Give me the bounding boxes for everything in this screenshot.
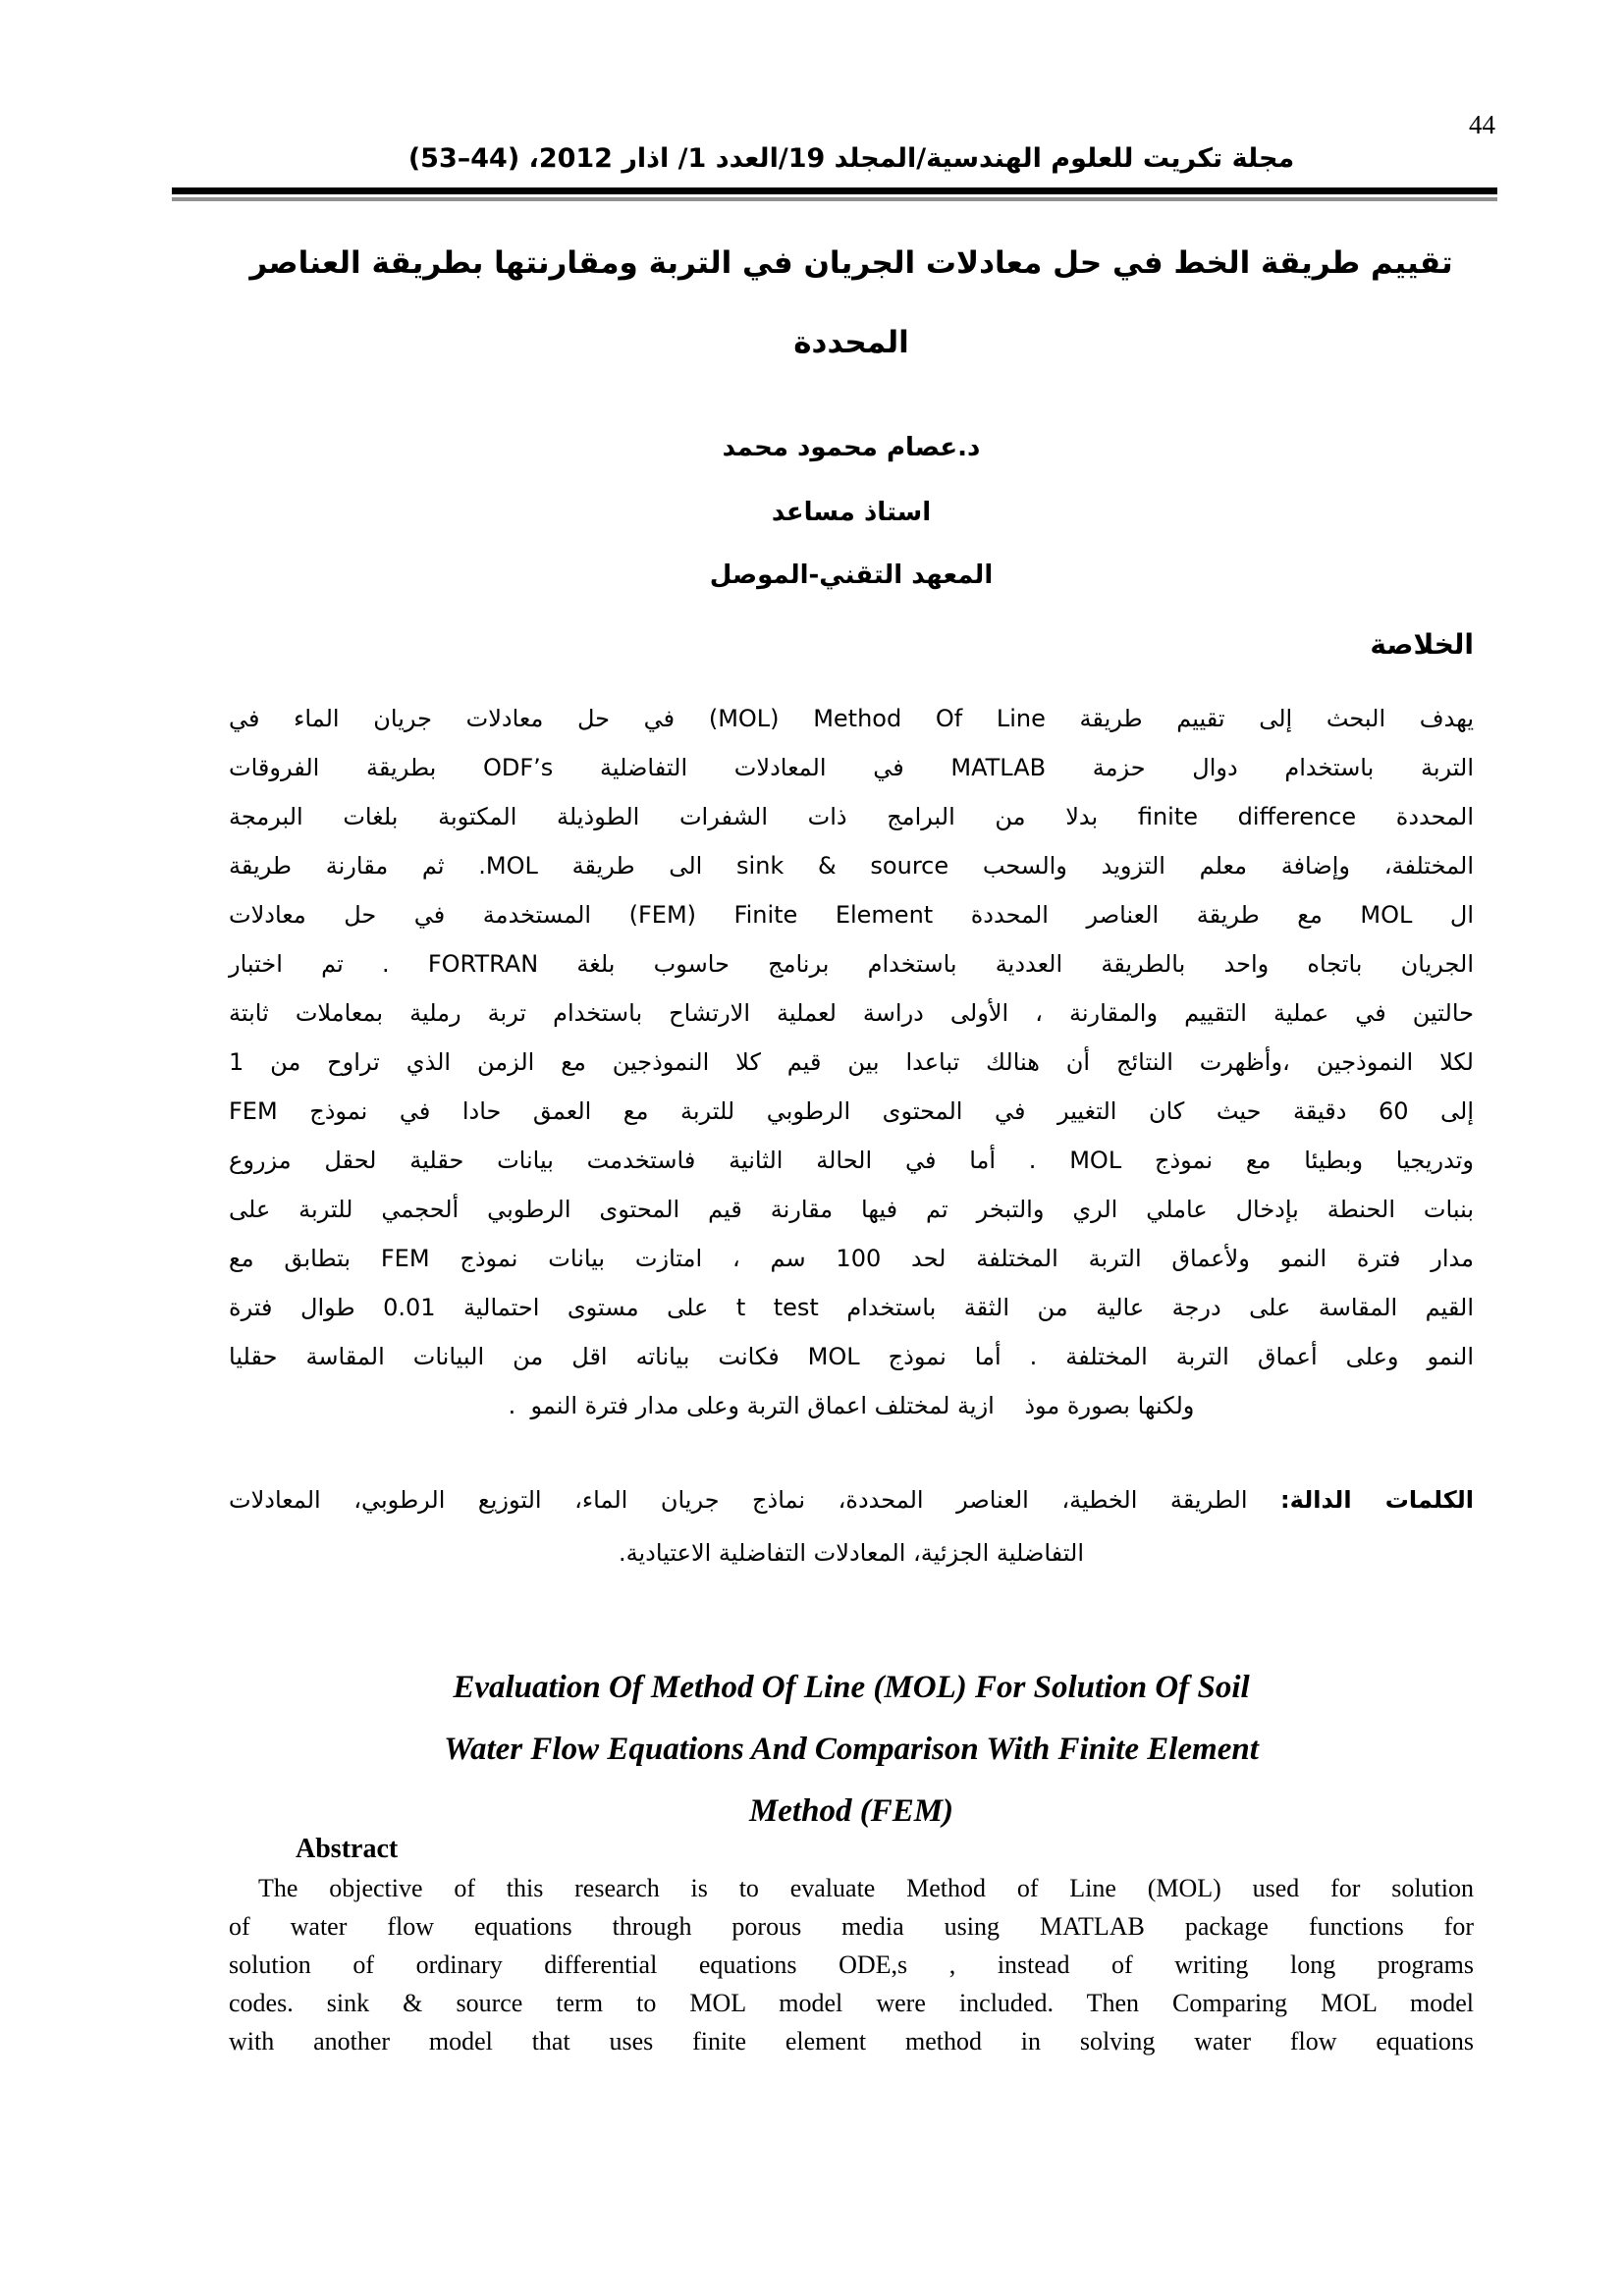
arabic-abstract-line: ولكنها بصورة موذ ازية لمختلف اعماق التربة وعلى مدار فترة النمو . xyxy=(508,1392,1195,1419)
header-rule-shadow xyxy=(172,197,1497,201)
journal-header: مجلة تكريت للعلوم الهندسية/المجلد 19/العدد 1/ اذار 2012، (44–53) xyxy=(407,143,1295,174)
arabic-abstract-line: القيم المقاسة على درجة عالية من الثقة باستخدام t test على مستوى احتمالية 0.01 طوال فترة xyxy=(229,1294,1474,1321)
english-abstract-line: The objective of this research is to evaluate Method of Line (MOL) used for solution xyxy=(258,1874,1474,1902)
arabic-abstract-line: يهدف البحث إلى تقييم طريقة ‎(MOL) Method Of Line في حل معادلات جريان الماء في xyxy=(229,705,1475,732)
english-abstract-line: with another model that uses finite element method in solving water flow equations xyxy=(229,2027,1474,2056)
keywords-text: الطريقة الخطية، العناصر المحددة، نماذج جريان الماء، التوزيع الرطوبي، المعادلات xyxy=(229,1486,1281,1514)
english-abstract-line: of water flow equations through porous media using MATLAB package functions for xyxy=(229,1912,1474,1941)
arabic-abstract-line: الجريان باتجاه واحد بالطريقة العددية باستخدام برنامج حاسوب بلغة FORTRAN . تم اختبار xyxy=(229,950,1474,978)
arabic-title-line1: تقييم طريقة الخط في حل معادلات الجريان في التربة ومقارنتها بطريقة العناصر xyxy=(249,245,1453,281)
keywords-line2: التفاضلية الجزئية، المعادلات التفاضلية الاعتيادية. xyxy=(618,1539,1085,1567)
english-abstract-line: solution of ordinary differential equations ODE,s , instead of writing long programs xyxy=(229,1950,1474,1979)
arabic-abstract-line: وتدريجيا وبطيئا مع نموذج MOL . أما في الحالة الثانية فاستخدمت بيانات حقلية لحقل مزروع xyxy=(229,1147,1474,1174)
arabic-abstract-line: حالتين في عملية التقييم والمقارنة ، الأولى دراسة لعملية الارتشاح باستخدام تربة رملية بمعاملات ثابتة xyxy=(229,999,1474,1027)
english-abstract-line: codes. sink & source term to MOL model were included. Then Comparing MOL model xyxy=(229,1989,1474,2017)
page-number: 44 xyxy=(1469,110,1495,139)
header-rule xyxy=(172,187,1497,194)
english-abstract-heading: Abstract xyxy=(296,1834,399,1864)
author-affiliation: المعهد التقني-الموصل xyxy=(709,561,994,590)
arabic-title-line2: المحددة xyxy=(793,325,909,360)
arabic-abstract-line: لكلا النموذجين ،وأظهرت النتائج أن هنالك تباعدا بين قيم كلا النموذجين مع الزمن الذي تراوح من 1 xyxy=(229,1048,1474,1076)
arabic-abstract-line: مدار فترة النمو ولأعماق التربة المختلفة لحد 100 سم ، امتازت بيانات نموذج FEM بتطابق مع xyxy=(229,1245,1474,1272)
english-title-line3: Method (FEM) xyxy=(748,1793,954,1829)
author-rank: استاذ مساعد xyxy=(771,498,932,527)
arabic-abstract-heading: الخلاصة xyxy=(1370,628,1474,661)
english-title-line1: Evaluation Of Method Of Line (MOL) For Solution Of Soil xyxy=(453,1670,1250,1705)
keywords-line1 xyxy=(229,1480,1474,1525)
author-name: د.عصام محمود محمد xyxy=(722,433,981,462)
arabic-abstract-line: التربة باستخدام دوال حزمة MATLAB في المعادلات التفاضلية ODF’s بطريقة الفروقات xyxy=(229,754,1474,781)
arabic-abstract-line: ال MOL مع طريقة العناصر المحددة ‎(FEM) Finite Element المستخدمة في حل معادلات xyxy=(229,901,1474,929)
arabic-abstract-line: بنبات الحنطة بإدخال عاملي الري والتبخر تم فيها مقارنة قيم المحتوى الرطوبي ألحجمي للتربة على xyxy=(229,1196,1474,1223)
arabic-abstract-line: النمو وعلى أعماق التربة المختلفة . أما نموذج MOL فكانت بياناته اقل من البيانات المقاسة حقليا xyxy=(229,1343,1474,1370)
arabic-abstract-line: إلى 60 دقيقة حيث كان التغيير في المحتوى الرطوبي للتربة مع العمق حادا في نموذج FEM xyxy=(229,1097,1474,1125)
arabic-abstract-line: المختلفة، وإضافة معلم التزويد والسحب sink & source الى طريقة MOL. ثم مقارنة طريقة xyxy=(229,852,1474,880)
keywords-label: الكلمات الدالة: xyxy=(1280,1486,1475,1514)
english-title-line2: Water Flow Equations And Comparison With Finite Element xyxy=(444,1732,1259,1767)
arabic-abstract-line: المحددة finite difference بدلا من البرامج ذات الشفرات الطوذيلة المكتوبة بلغات البرمجة xyxy=(229,803,1475,830)
